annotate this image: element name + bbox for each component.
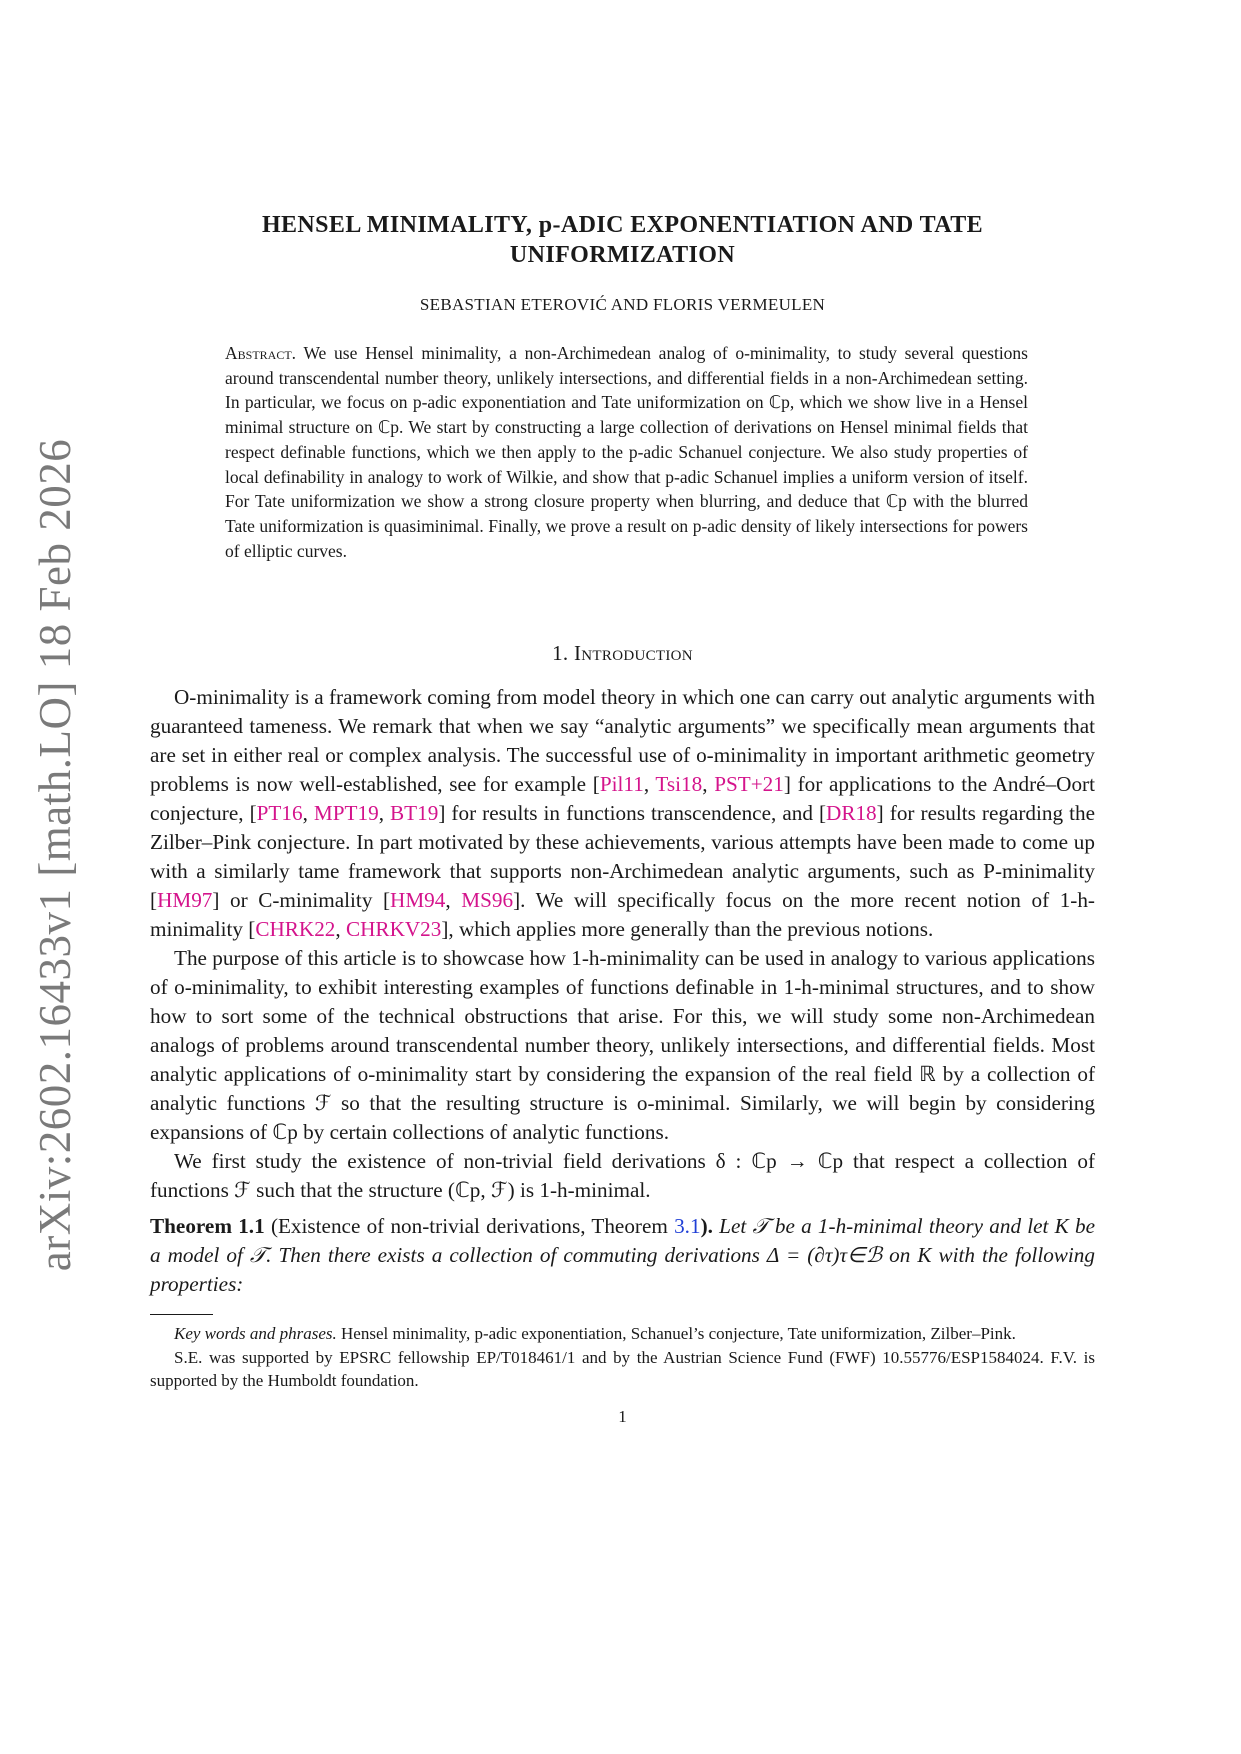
- footnote-rule: [150, 1314, 213, 1315]
- paper-authors: SEBASTIAN ETEROVIĆ AND FLORIS VERMEULEN: [419, 295, 826, 314]
- page-number: 1: [618, 1406, 627, 1426]
- citation-separator: ,: [702, 772, 715, 797]
- citation-separator: ,: [445, 888, 462, 913]
- theorem-statement: Let 𝒯 be a 1-h-minimal theory and let K be a model of 𝒯. Then there exists a collection of commuting derivations Δ = (∂τ)τ∈ℬ on K with the following properties:: [150, 1214, 1096, 1297]
- intro-paragraph-2: The purpose of this article is to showcase how 1-h-minimality can be used in analogy to various applications of o-minimality, to exhibit interesting examples of functions definable in 1-h-minimal structures, and to show how to sort some of the technical obstructions that arise. For this, we will study some non-Archimedean analogs of problems around transcendental number theory, unlikely intersections, and differential fields. Most analytic applications of o-minimality start by considering the expansion of the real field ℝ by a collection of analytic functions ℱ so that the resulting structure is o-minimal. Similarly, we will begin by considering expansions of ℂp by certain collections of analytic functions.: [150, 946, 1095, 1145]
- abstract-text: We use Hensel minimality, a non-Archimedean analog of o-minimality, to study several questions around transcendental number theory, unlikely intersections, and differential fields in a non-Archimedean setting. In particular, we focus on p-adic exponentiation and Tate uniformization on ℂp, which we show live in a Hensel minimal structure on ℂp. We start by constructing a large collection of derivations on Hensel minimal fields that respect definable functions, which we then apply to the p-adic Schanuel conjecture. We also study properties of local definability in analogy to work of Wilkie, and show that p-adic Schanuel implies a uniform version of itself. For Tate uniformization we show a strong closure property when blurring, and deduce that ℂp with the blurred Tate uniformization is quasiminimal. Finally, we prove a result on p-adic density of likely intersections for powers of elliptic curves.: [225, 343, 1028, 561]
- citation-separator: ,: [335, 917, 346, 942]
- keywords-label: Key words and phrases.: [174, 1324, 337, 1344]
- citation-link[interactable]: DR18: [826, 801, 877, 826]
- intro-paragraph-1: [150, 683, 1095, 944]
- paragraph-text: O-minimality is a framework coming from model theory in which one can carry out analytic arguments with guaranteed tameness. We remark that when we say “analytic arguments” we specifically mean arguments that are set in either real or complex analysis. The successful use of o-minimality in important arithmetic geometry problems is now well-established, see for example [: [150, 685, 1095, 797]
- citation-link[interactable]: CHRKV23: [346, 917, 442, 942]
- paragraph-text: ] for results regarding the Zilber–Pink conjecture. In part motivated by these achievements, various attempts have been made to come up with a similarly tame framework that supports non-Archimedean analytic arguments, such as P-minimality [: [150, 801, 1096, 913]
- section-number: 1.: [552, 641, 569, 666]
- paragraph-text: ], which applies more generally than the previous notions.: [441, 917, 934, 942]
- citation-link[interactable]: HM94: [390, 888, 446, 913]
- footnote-keywords: [150, 1322, 1095, 1346]
- citation-link[interactable]: CHRK22: [255, 917, 336, 942]
- paragraph-text: ]. We will specifically focus on the more recent notion of 1-h-minimality [: [150, 888, 1095, 942]
- keywords-text: Hensel minimality, p-adic exponentiation, Schanuel’s conjecture, Tate uniformization, Zilber–Pink.: [341, 1324, 1016, 1344]
- theorem-attribution-close: ).: [700, 1214, 713, 1239]
- theorem-heading: Theorem 1.1: [150, 1214, 265, 1239]
- citation-link[interactable]: BT19: [390, 801, 439, 826]
- intro-paragraph-3: We first study the existence of non-trivial field derivations δ : ℂp → ℂp that respect a collection of functions ℱ such that the structure (ℂp, ℱ) is 1-h-minimal.: [150, 1149, 1095, 1203]
- paragraph-text: ] for applications to the André–Oort conjecture, [: [150, 772, 1096, 826]
- arxiv-identifier-sidebar: [20, 438, 90, 1272]
- paragraph-text: ] or C-minimality [: [212, 888, 391, 913]
- abstract: [225, 341, 1028, 563]
- theorem-attribution: (Existence of non-trivial derivations, Theorem: [270, 1214, 675, 1239]
- theorem-1-1: [150, 1212, 1095, 1299]
- citation-link[interactable]: MS96: [461, 888, 514, 913]
- citation-link[interactable]: PT16: [256, 801, 303, 826]
- section-heading: [150, 641, 1095, 666]
- citation-link[interactable]: PST+21: [714, 772, 784, 797]
- section-title: Introduction: [574, 641, 693, 666]
- citation-separator: ,: [378, 801, 391, 826]
- citation-link[interactable]: Tsi18: [655, 772, 703, 797]
- citation-separator: ,: [302, 801, 314, 826]
- citation-link[interactable]: MPT19: [313, 801, 379, 826]
- theorem-reference-link[interactable]: 3.1: [674, 1214, 701, 1239]
- citation-link[interactable]: Pil11: [599, 772, 644, 797]
- abstract-label: Abstract.: [225, 343, 297, 363]
- citation-separator: ,: [643, 772, 656, 797]
- paragraph-text: ] for results in functions transcendence, and [: [438, 801, 827, 826]
- paper-title: HENSEL MINIMALITY, p-ADIC EXPONENTIATION AND TATE UNIFORMIZATION: [261, 212, 984, 268]
- arxiv-identifier: arXiv:2602.16433v1 [math.LO] 18 Feb 2026: [30, 438, 80, 1272]
- citation-link[interactable]: HM97: [157, 888, 213, 913]
- footnote-funding: S.E. was supported by EPSRC fellowship EP/T018461/1 and by the Austrian Science Fund (FWF) 10.55776/ESP1584024. F.V. is supported by the Humboldt foundation.: [150, 1347, 1095, 1391]
- paper-page: [150, 210, 1095, 1427]
